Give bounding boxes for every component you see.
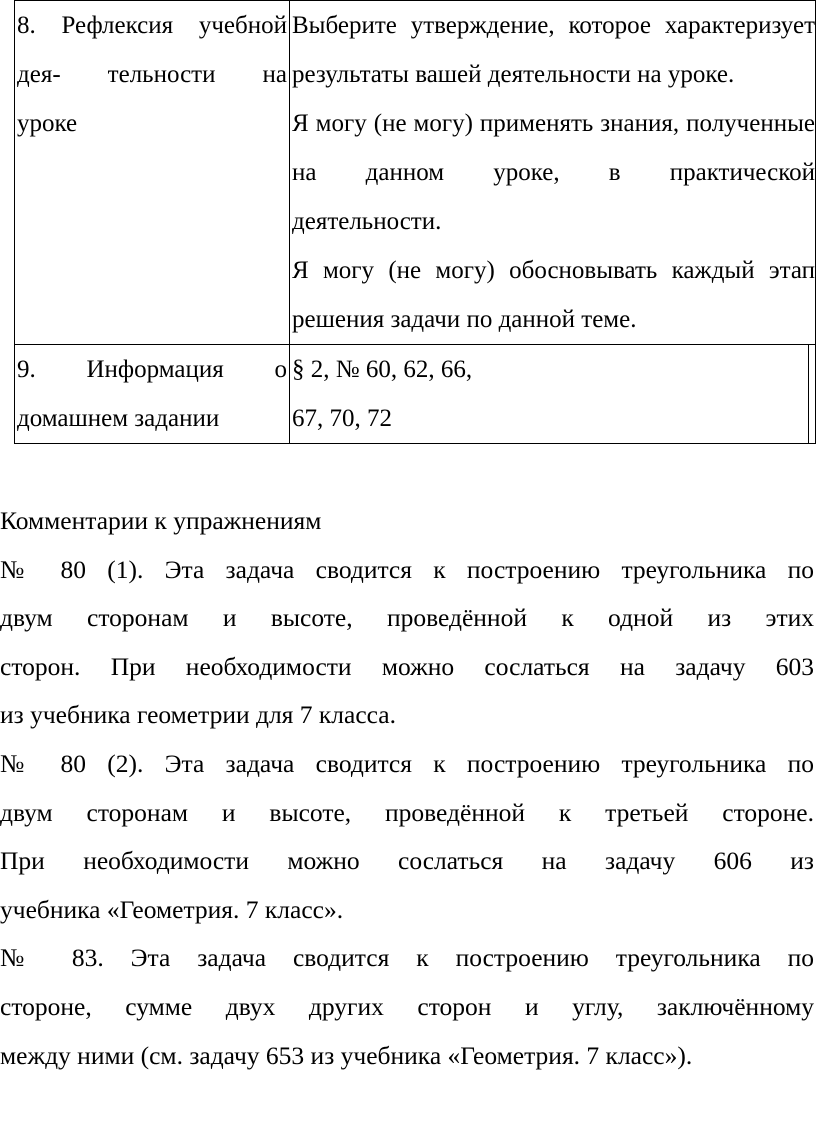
content-cell-reflection (290, 1, 816, 345)
table-row-reflection (15, 1, 816, 345)
comment-line: стороне, сумме двух других сторон и углу, заключённому (0, 991, 814, 1021)
comment-line: сторон. При необходимости можно сослаться на задачу 603 (0, 651, 814, 681)
lesson-plan-table-wrapper (14, 0, 816, 444)
content-line: на данном уроке, в практической (292, 159, 815, 186)
stage-line: дея- тельности на (17, 61, 287, 88)
table-row-homework (15, 345, 816, 444)
content-line: решения задачи по данной теме. (292, 306, 637, 333)
lesson-plan-table (14, 0, 816, 444)
exercise-comments (0, 497, 814, 1080)
content-line: § 2, № 60, 62, 66, (292, 356, 473, 383)
comments-heading: Комментарии к упражнениям (0, 506, 322, 535)
content-cell-homework (290, 345, 816, 444)
content-line: 67, 70, 72 (292, 405, 392, 432)
comment-line: двум сторонам и высоте, проведённой к третьей стороне. (0, 797, 814, 827)
content-line: деятельности. (292, 208, 442, 235)
comment-line: из учебника геометрии для 7 класса. (0, 700, 396, 730)
comment-line: № 80 (2). Эта задача сводится к построению треугольника по (0, 748, 814, 778)
stage-line: 9. Информация о (17, 356, 287, 383)
stage-line: уроке (17, 110, 78, 137)
stage-cell-reflection (15, 1, 290, 345)
stage-line: домашнем задании (17, 405, 220, 432)
content-line: Я могу (не могу) применять знания, полученные (292, 110, 815, 137)
comment-line: № 83. Эта задача сводится к построению треугольника по (0, 943, 814, 973)
stage-line: 8. Рефлексия учебной (17, 12, 287, 39)
content-line: Я могу (не могу) обосновывать каждый этап (292, 257, 815, 284)
comment-line: При необходимости можно сослаться на задачу 606 из (0, 846, 814, 876)
stage-cell-homework (15, 345, 290, 444)
content-line: Выберите утверждение, которое характеризует (292, 12, 815, 39)
content-line: результаты вашей деятельности на уроке. (292, 61, 735, 88)
comment-line: между ними (см. задачу 653 из учебника «Геометрия. 7 класс»). (0, 1040, 693, 1070)
comment-line: двум сторонам и высоте, проведённой к одной из этих (0, 603, 814, 633)
comment-line: учебника «Геометрия. 7 класс». (0, 894, 344, 924)
comment-line: № 80 (1). Эта задача сводится к построению треугольника по (0, 554, 814, 584)
